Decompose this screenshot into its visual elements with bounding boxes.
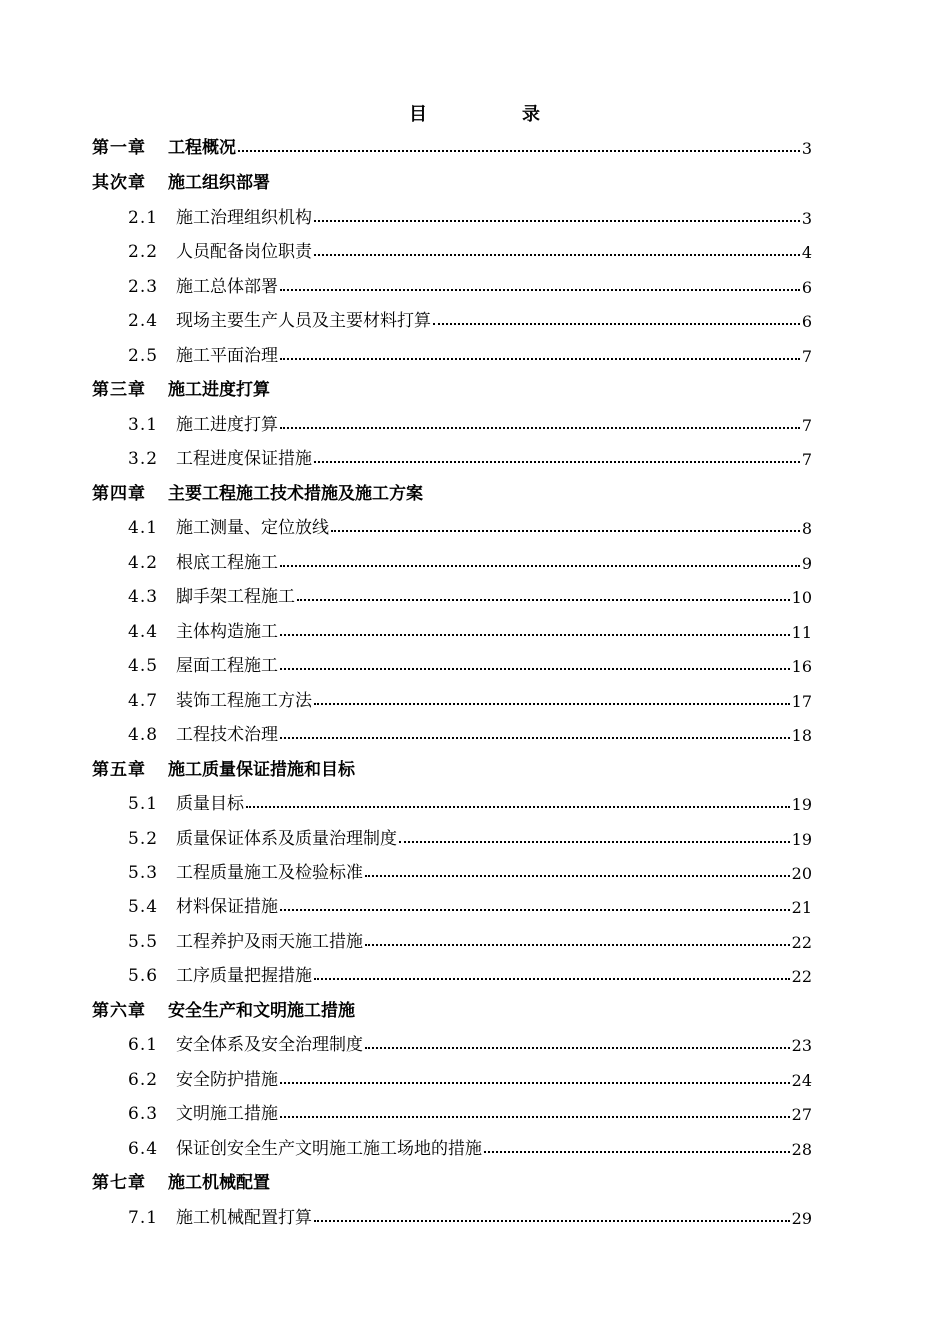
toc-chapter-entry[interactable]: [92, 756, 355, 780]
leader-dots: [297, 598, 790, 601]
leader-dots: [433, 322, 800, 325]
section-number: 6.3: [128, 1104, 159, 1124]
leader-dots: [314, 702, 790, 705]
leader-dots: [314, 253, 800, 256]
section-title: 文明施工措施: [176, 1104, 279, 1124]
toc-chapter-entry[interactable]: [92, 1169, 270, 1193]
leader-dots: [314, 219, 800, 222]
leader-dots: [246, 805, 790, 808]
section-title: 施工治理组织机构: [176, 208, 313, 228]
section-title: 工程养护及雨天施工措施: [176, 932, 364, 952]
section-title: 工程进度保证措施: [176, 449, 313, 469]
section-title: 工程技术治理: [176, 725, 279, 745]
toc-chapter-entry[interactable]: [92, 480, 423, 504]
page-number: 22: [791, 933, 812, 952]
page-number: 7: [801, 416, 812, 435]
leader-dots: [331, 529, 800, 532]
section-title: 装饰工程施工方法: [176, 691, 313, 711]
chapter-title: 施工进度打算: [168, 380, 270, 400]
section-number: 5.1: [128, 794, 159, 814]
chapter-title: 安全生产和文明施工措施: [168, 1001, 355, 1021]
leader-dots: [280, 1115, 790, 1118]
toc-section-entry[interactable]: [128, 825, 812, 849]
section-number: 4.5: [128, 656, 159, 676]
section-number: 4.2: [128, 553, 159, 573]
section-title: 材料保证措施: [176, 897, 279, 917]
toc-section-entry[interactable]: [128, 514, 812, 538]
toc-section-entry[interactable]: [128, 273, 812, 297]
page-number: 20: [791, 864, 812, 883]
leader-dots: [314, 460, 800, 463]
page-number: 7: [801, 347, 812, 366]
chapter-number: 第五章: [92, 760, 146, 780]
section-number: 4.1: [128, 518, 159, 538]
toc-section-entry[interactable]: [128, 1066, 812, 1090]
leader-dots: [280, 357, 800, 360]
toc-section-entry[interactable]: [128, 1204, 812, 1228]
chapter-title: 施工质量保证措施和目标: [168, 760, 355, 780]
page-number: 21: [791, 898, 812, 917]
section-title: 施工测量、定位放线: [176, 518, 330, 538]
toc-section-entry[interactable]: [128, 721, 812, 745]
toc-chapter-entry[interactable]: [92, 376, 270, 400]
leader-dots: [280, 426, 800, 429]
page-number: 4: [801, 243, 812, 262]
chapter-title: 施工机械配置: [168, 1173, 270, 1193]
leader-dots: [280, 1081, 790, 1084]
leader-dots: [280, 564, 800, 567]
leader-dots: [365, 943, 790, 946]
chapter-number: 其次章: [92, 173, 146, 193]
toc-section-entry[interactable]: [128, 859, 812, 883]
leader-dots: [280, 633, 790, 636]
leader-dots: [314, 977, 790, 980]
toc-section-entry[interactable]: [128, 342, 812, 366]
chapter-title: 施工组织部署: [168, 173, 270, 193]
leader-dots: [238, 149, 800, 152]
page-number: 8: [801, 519, 812, 538]
leader-dots: [280, 288, 800, 291]
section-title: 施工进度打算: [176, 415, 279, 435]
leader-dots: [365, 1046, 790, 1049]
page-number: 11: [791, 623, 812, 642]
toc-section-entry[interactable]: [128, 687, 812, 711]
section-title: 施工总体部署: [176, 277, 279, 297]
chapter-number: 第六章: [92, 1001, 146, 1021]
page-number: 18: [791, 726, 812, 745]
page-number: 29: [791, 1209, 812, 1228]
section-title: 施工平面治理: [176, 346, 279, 366]
page-number: 27: [791, 1105, 812, 1124]
page-number: 6: [801, 278, 812, 297]
section-title: 保证创安全生产文明施工施工场地的措施: [176, 1139, 483, 1159]
section-number: 3.1: [128, 415, 159, 435]
page-number: 24: [791, 1071, 812, 1090]
page-number: 28: [791, 1140, 812, 1159]
toc-section-entry[interactable]: [128, 893, 812, 917]
page-number: 23: [791, 1036, 812, 1055]
toc-section-entry[interactable]: [128, 652, 812, 676]
toc-section-entry[interactable]: [128, 618, 812, 642]
leader-dots: [280, 667, 790, 670]
section-title: 施工机械配置打算: [176, 1208, 313, 1228]
section-title: 工程质量施工及检验标准: [176, 863, 364, 883]
section-title: 工序质量把握措施: [176, 966, 313, 986]
toc-section-entry[interactable]: [128, 962, 812, 986]
leader-dots: [365, 874, 790, 877]
section-title: 根底工程施工: [176, 553, 279, 573]
page-number: 10: [791, 588, 812, 607]
toc-title: [0, 100, 950, 124]
toc-section-entry[interactable]: [128, 583, 812, 607]
chapter-number: 第一章: [92, 138, 146, 158]
leader-dots: [280, 736, 790, 739]
section-number: 4.8: [128, 725, 159, 745]
page-number: 22: [791, 967, 812, 986]
toc-section-entry[interactable]: [128, 238, 812, 262]
section-number: 2.1: [128, 208, 159, 228]
section-number: 2.4: [128, 311, 159, 331]
toc-chapter-entry[interactable]: [92, 997, 355, 1021]
chapter-number: 第三章: [92, 380, 146, 400]
page-number: 7: [801, 450, 812, 469]
section-title: 质量目标: [176, 794, 245, 814]
section-number: 5.2: [128, 829, 159, 849]
toc-section-entry[interactable]: [128, 445, 812, 469]
leader-dots: [399, 840, 790, 843]
section-number: 5.5: [128, 932, 159, 952]
section-number: 3.2: [128, 449, 159, 469]
page-number: 9: [801, 554, 812, 573]
page-number: 19: [791, 795, 812, 814]
toc-chapter-entry[interactable]: [92, 134, 812, 158]
section-number: 5.4: [128, 897, 159, 917]
chapter-title: 工程概况: [168, 138, 236, 158]
toc-section-entry[interactable]: [128, 928, 812, 952]
section-title: 屋面工程施工: [176, 656, 279, 676]
chapter-number: 第四章: [92, 484, 146, 504]
page-number: 6: [801, 312, 812, 331]
toc-section-entry[interactable]: [128, 1031, 812, 1055]
page-number: 16: [791, 657, 812, 676]
page-number: 17: [791, 692, 812, 711]
toc-title-char-1: 目: [409, 104, 427, 125]
toc-section-entry[interactable]: [128, 411, 812, 435]
chapter-number: 第七章: [92, 1173, 146, 1193]
section-number: 6.4: [128, 1139, 159, 1159]
toc-section-entry[interactable]: [128, 307, 812, 331]
leader-dots: [280, 908, 790, 911]
toc-section-entry[interactable]: [128, 1100, 812, 1124]
section-title: 人员配备岗位职责: [176, 242, 313, 262]
toc-title-char-2: 录: [522, 104, 540, 125]
section-title: 质量保证体系及质量治理制度: [176, 829, 398, 849]
section-number: 2.3: [128, 277, 159, 297]
section-title: 安全体系及安全治理制度: [176, 1035, 364, 1055]
section-number: 5.3: [128, 863, 159, 883]
section-title: 主体构造施工: [176, 622, 279, 642]
section-number: 2.5: [128, 346, 159, 366]
section-number: 5.6: [128, 966, 159, 986]
section-title: 脚手架工程施工: [176, 587, 296, 607]
section-number: 2.2: [128, 242, 159, 262]
section-number: 4.4: [128, 622, 159, 642]
leader-dots: [314, 1219, 790, 1222]
leader-dots: [484, 1150, 790, 1153]
page-number: 3: [801, 139, 812, 158]
section-title: 现场主要生产人员及主要材料打算: [176, 311, 432, 331]
chapter-title: 主要工程施工技术措施及施工方案: [168, 484, 423, 504]
section-title: 安全防护措施: [176, 1070, 279, 1090]
section-number: 7.1: [128, 1208, 159, 1228]
toc-section-entry[interactable]: [128, 790, 812, 814]
page-number: 3: [801, 209, 812, 228]
toc-chapter-entry[interactable]: [92, 169, 270, 193]
section-number: 6.2: [128, 1070, 159, 1090]
section-number: 6.1: [128, 1035, 159, 1055]
page-number: 19: [791, 830, 812, 849]
toc-section-entry[interactable]: [128, 1135, 812, 1159]
section-number: 4.3: [128, 587, 159, 607]
toc-section-entry[interactable]: [128, 204, 812, 228]
toc-section-entry[interactable]: [128, 549, 812, 573]
section-number: 4.7: [128, 691, 159, 711]
